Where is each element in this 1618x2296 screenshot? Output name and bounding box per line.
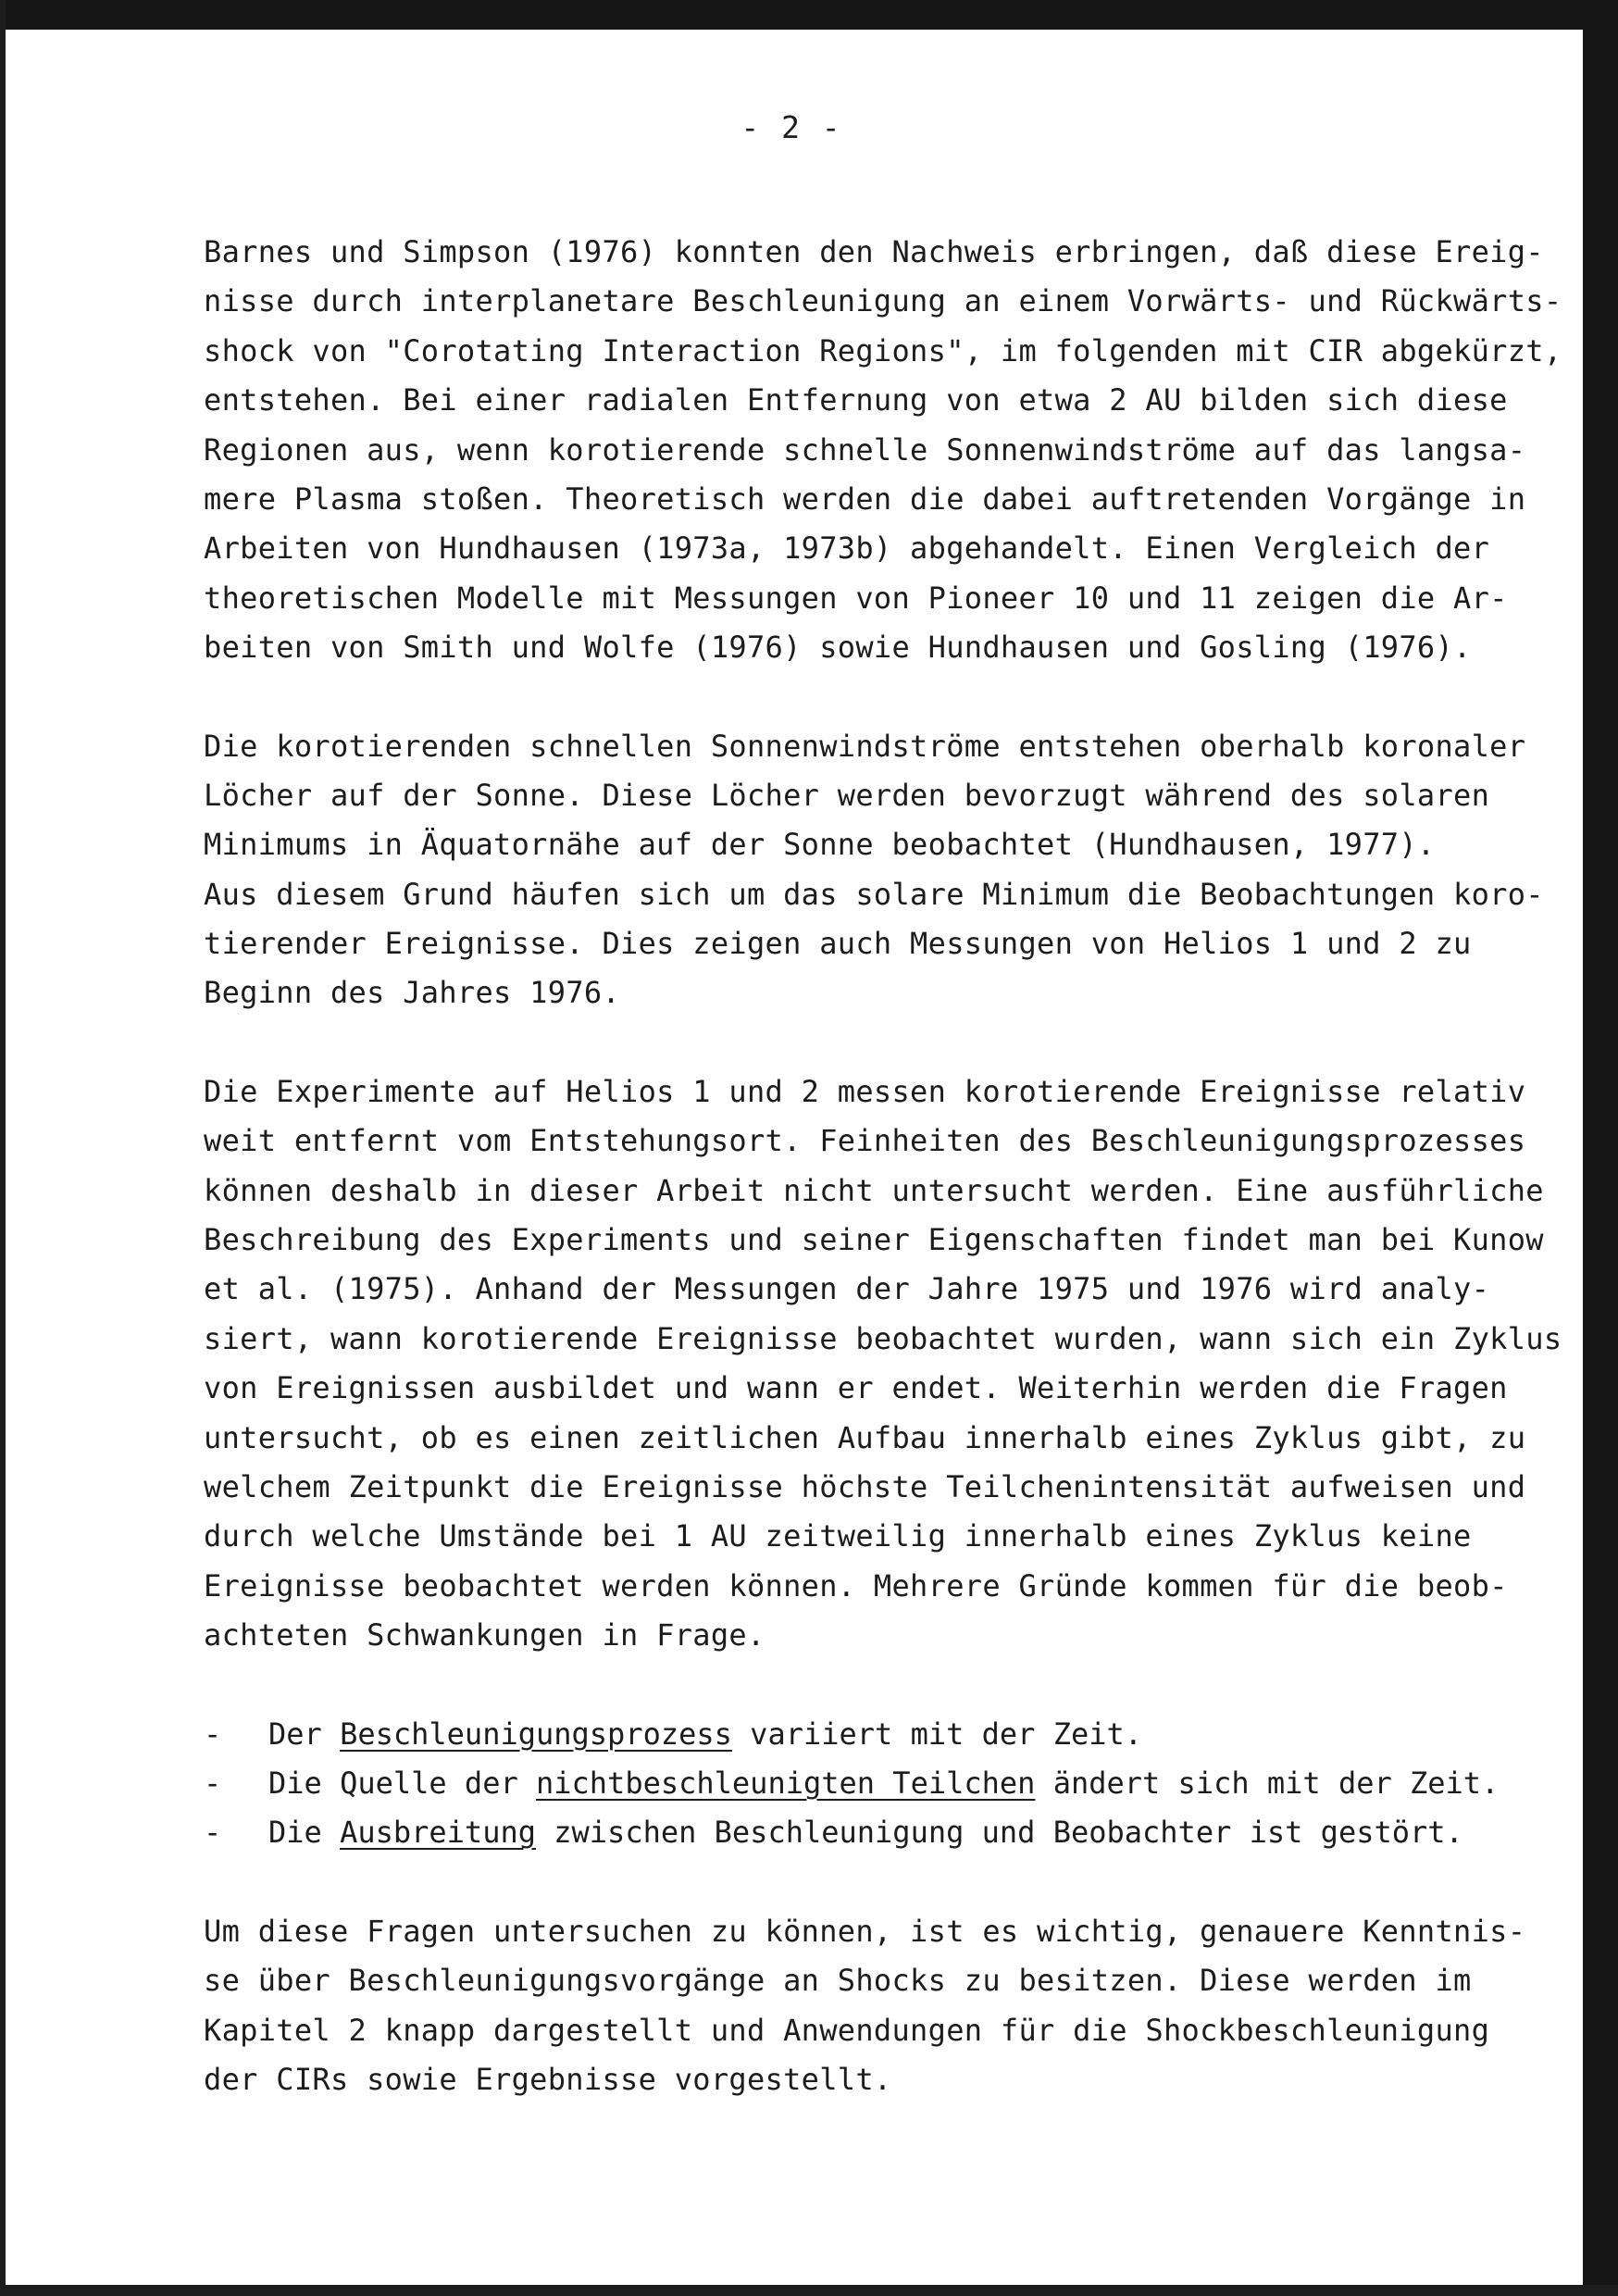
- text-line: welchem Zeitpunkt die Ereignisse höchste Teilchenintensität aufweisen und: [204, 1468, 1526, 1504]
- text-line: Löcher auf der Sonne. Diese Löcher werden bevorzugt während des solaren: [204, 777, 1490, 813]
- bullet-text: variiert mit der Zeit.: [731, 1716, 1143, 1752]
- text-line: Die korotierenden schnellen Sonnenwindströme entstehen oberhalb koronaler: [204, 728, 1526, 764]
- text-line: Beschreibung des Experiments und seiner Eigenschaften findet man bei Kunow: [204, 1222, 1544, 1258]
- text-line: beiten von Smith und Wolfe (1976) sowie Hundhausen und Gosling (1976).: [204, 630, 1472, 666]
- text-line: se über Beschleunigungsvorgänge an Shocks zu besitzen. Diese werden im: [204, 1963, 1472, 1999]
- scan-border-top: [0, 0, 1618, 30]
- text-line: Arbeiten von Hundhausen (1973a, 1973b) abgehandelt. Einen Vergleich der: [204, 530, 1490, 567]
- text-line: von Ereignissen ausbildet und wann er endet. Weiterhin werden die Fragen: [204, 1370, 1508, 1406]
- paragraph-1: [204, 228, 1562, 673]
- bullet-text: Die: [268, 1815, 341, 1851]
- bullet-list: [204, 1710, 1500, 1858]
- scan-border-left: [0, 0, 6, 2296]
- bullet-text: ändert sich mit der Zeit.: [1035, 1765, 1500, 1801]
- text-line: mere Plasma stoßen. Theoretisch werden die dabei auftretenden Vorgänge in: [204, 480, 1526, 517]
- text-line: achteten Schwankungen in Frage.: [204, 1617, 765, 1653]
- document-body: [204, 228, 1562, 2153]
- underlined-term: Ausbreitung: [340, 1815, 536, 1851]
- text-line: nisse durch interplanetare Beschleunigung an einem Vorwärts- und Rückwärts-: [204, 283, 1562, 319]
- text-line: untersucht, ob es einen zeitlichen Aufbau innerhalb eines Zyklus gibt, zu: [204, 1419, 1526, 1455]
- paragraph-3: [204, 1067, 1562, 1661]
- underlined-term: nichtbeschleunigten Teilchen: [535, 1765, 1036, 1801]
- bullet-text: zwischen Beschleunigung und Beobachter ist gestört.: [535, 1815, 1463, 1851]
- bullet-item: [204, 1759, 1500, 1808]
- text-line: theoretischen Modelle mit Messungen von Pioneer 10 und 11 zeigen die Ar-: [204, 580, 1508, 616]
- text-line: Barnes und Simpson (1976) konnten den Nachweis erbringen, daß diese Ereig-: [204, 234, 1544, 269]
- closing-paragraph: [204, 1907, 1526, 2105]
- bullet-dash: -: [204, 1765, 222, 1801]
- text-line: et al. (1975). Anhand der Messungen der Jahre 1975 und 1976 wird analy-: [204, 1271, 1490, 1307]
- text-line: Kapitel 2 knapp dargestellt und Anwendungen für die Shockbeschleunigung: [204, 2012, 1490, 2048]
- text-line: Beginn des Jahres 1976.: [204, 975, 621, 1011]
- scan-border-bottom: [0, 2285, 1618, 2296]
- text-line: entstehen. Bei einer radialen Entfernung von etwa 2 AU bilden sich diese: [204, 382, 1508, 418]
- page-number: - 2 -: [741, 109, 842, 145]
- text-line: siert, wann korotierende Ereignisse beobachtet wurden, wann sich ein Zyklus: [204, 1320, 1562, 1356]
- bullet-text: Der: [268, 1716, 341, 1752]
- text-line: Um diese Fragen untersuchen zu können, ist es wichtig, genauere Kenntnis-: [204, 1913, 1526, 1949]
- bullet-item: [204, 1710, 1444, 1759]
- text-line: shock von "Corotating Interaction Regions", im folgenden mit CIR abgekürzt,: [204, 332, 1562, 368]
- bullet-text: Die Quelle der: [268, 1765, 536, 1801]
- underlined-term: Beschleunigungsprozess: [340, 1716, 732, 1752]
- text-line: Die Experimente auf Helios 1 und 2 messen korotierende Ereignisse relativ: [204, 1073, 1526, 1109]
- text-line: Regionen aus, wenn korotierende schnelle Sonnenwindströme auf das langsa-: [204, 431, 1526, 468]
- paragraph-2: [204, 722, 1544, 1018]
- text-line: Minimums in Äquatornähe auf der Sonne beobachtet (Hundhausen, 1977).: [204, 827, 1436, 863]
- text-line: weit entfernt vom Entstehungsort. Feinheiten des Beschleunigungsprozesses: [204, 1123, 1526, 1159]
- text-line: Aus diesem Grund häufen sich um das solare Minimum die Beobachtungen koro-: [204, 876, 1544, 912]
- bullet-dash: -: [204, 1716, 222, 1752]
- bullet-item: [204, 1808, 1463, 1857]
- scan-border-right: [1583, 0, 1618, 2296]
- text-line: können deshalb in dieser Arbeit nicht untersucht werden. Eine ausführliche: [204, 1172, 1544, 1208]
- text-line: tierender Ereignisse. Dies zeigen auch Messungen von Helios 1 und 2 zu: [204, 926, 1472, 962]
- bullet-dash: -: [204, 1815, 222, 1851]
- text-line: durch welche Umstände bei 1 AU zeitweilig innerhalb eines Zyklus keine: [204, 1518, 1472, 1554]
- text-line: der CIRs sowie Ergebnisse vorgestellt.: [204, 2061, 892, 2097]
- text-line: Ereignisse beobachtet werden können. Mehrere Gründe kommen für die beob-: [204, 1567, 1508, 1603]
